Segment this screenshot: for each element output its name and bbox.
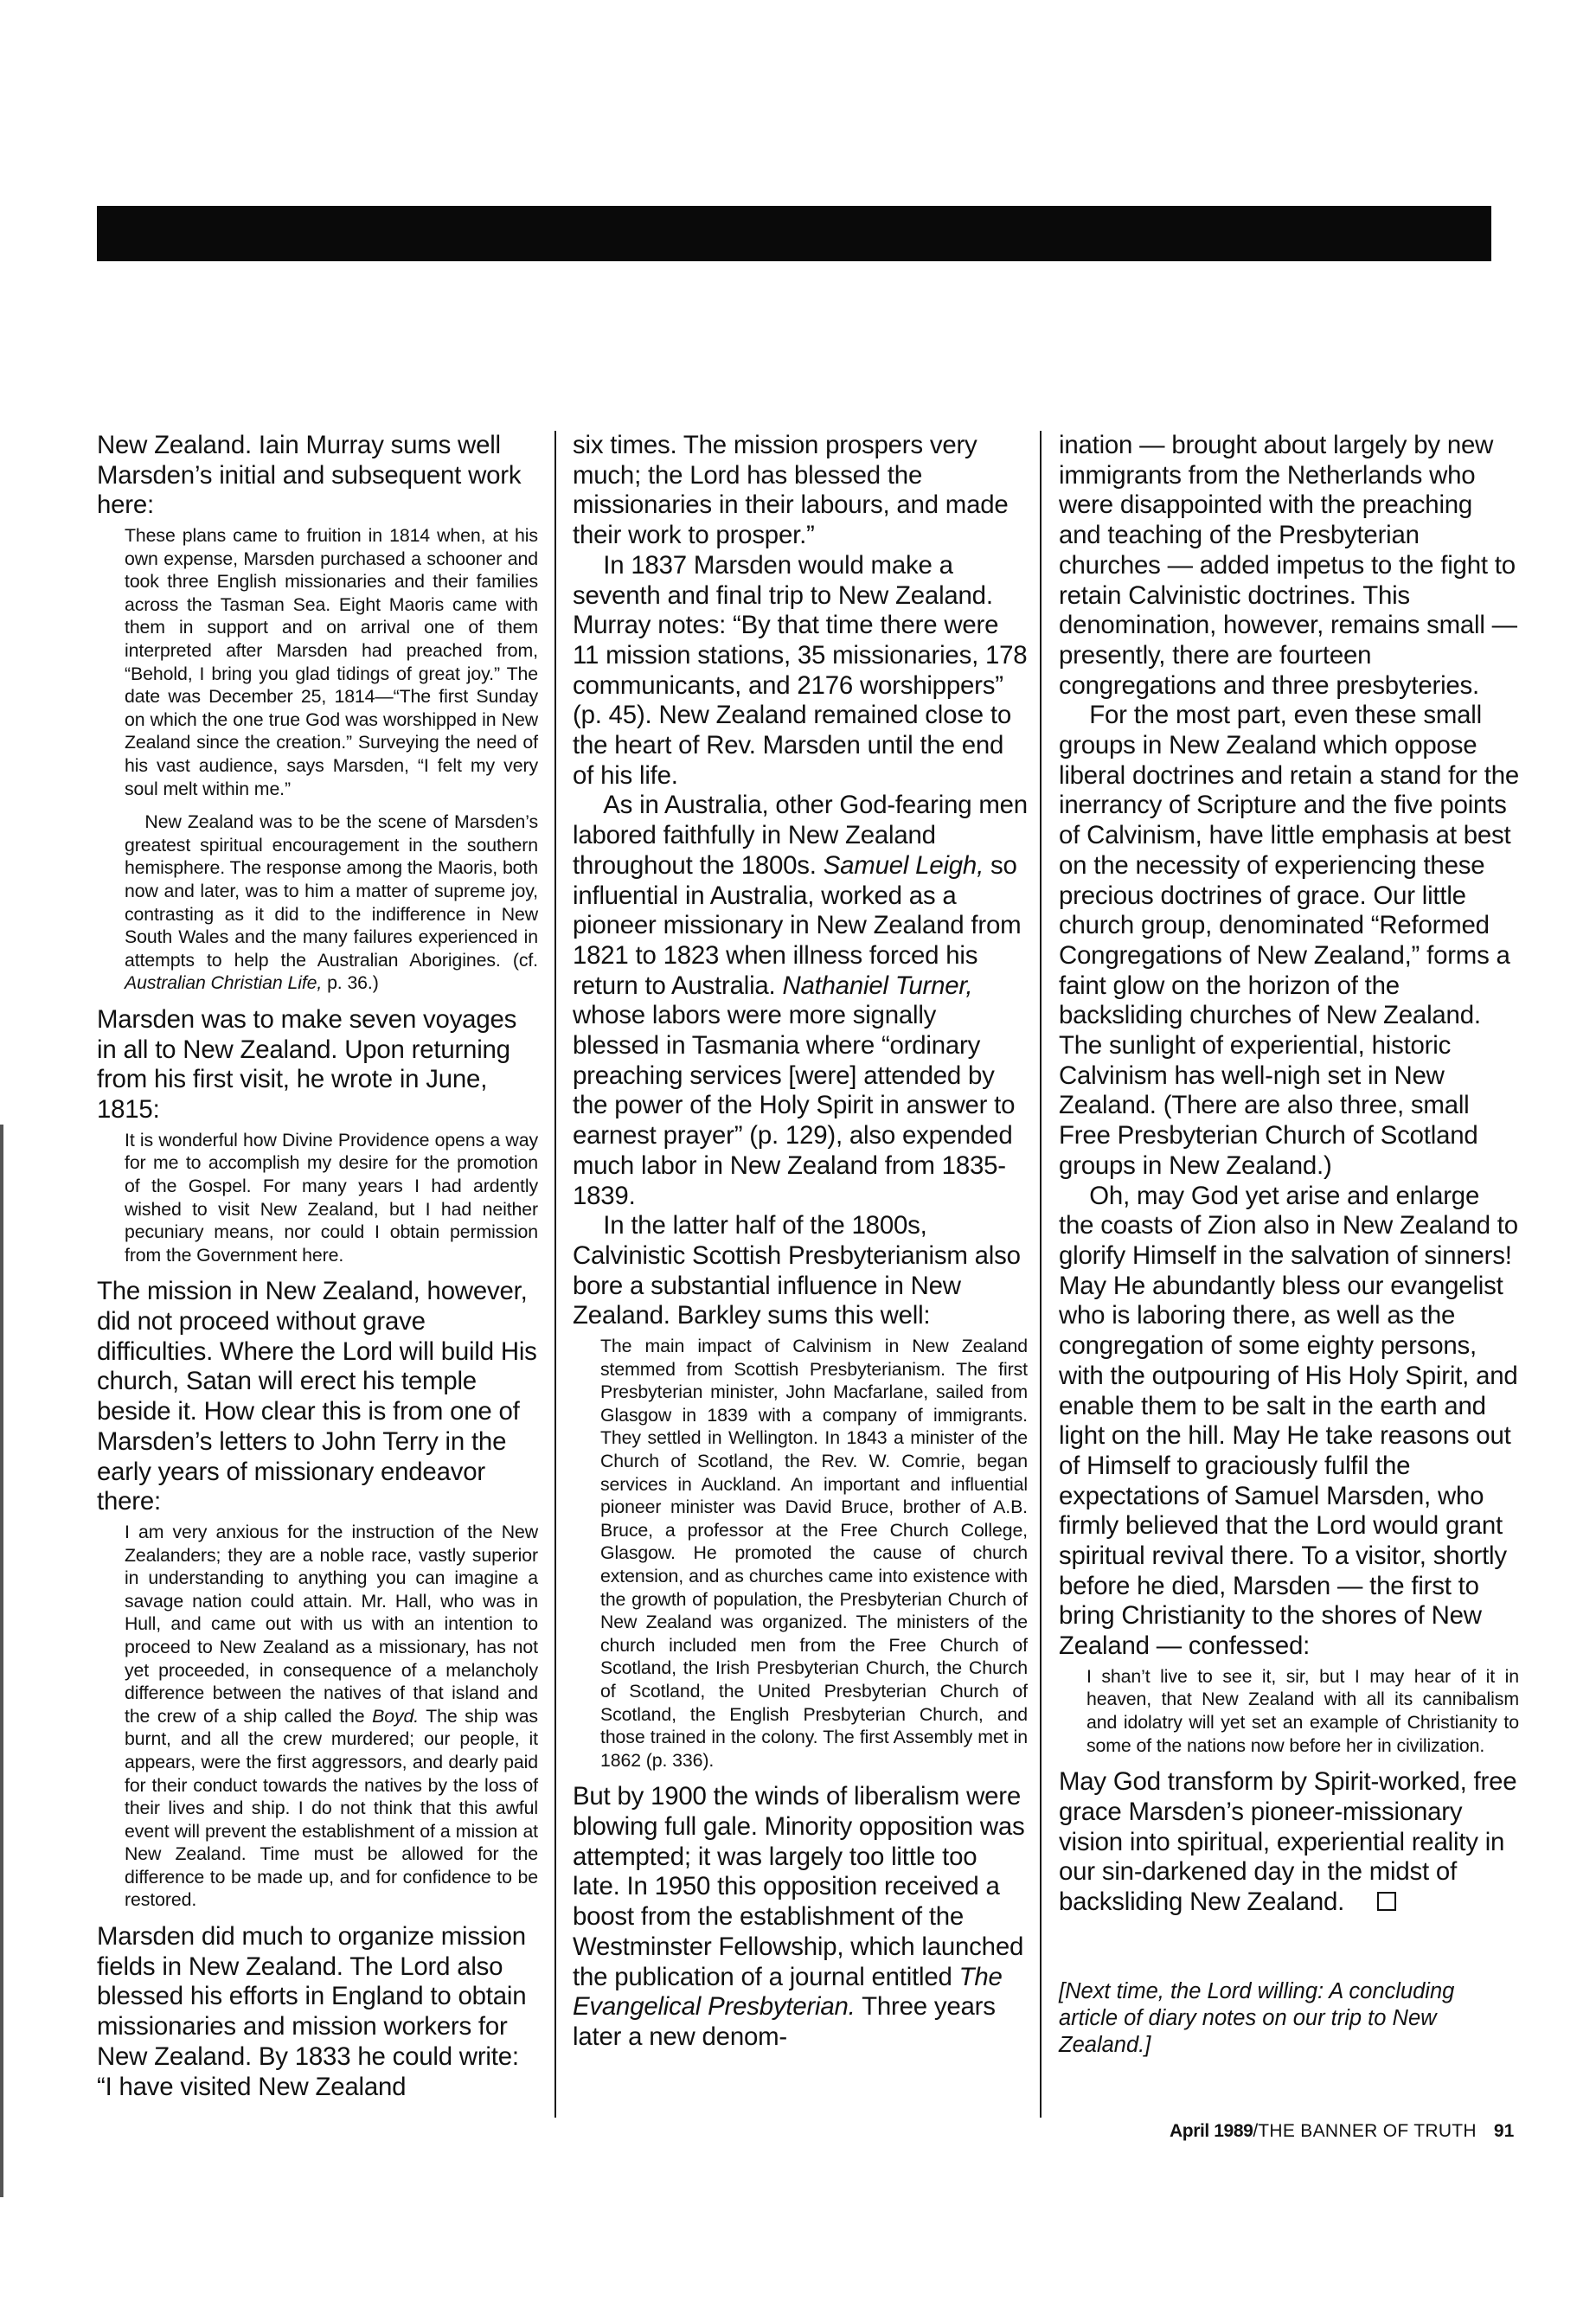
column-2	[573, 431, 1028, 2053]
paragraph: Marsden did much to organize mission fields in New Zealand. The Lord also blessed his efforts in England to obtain missionaries and mission workers for New Zealand. By 1833 he could write: “I have visited New Zealand	[97, 1922, 527, 2101]
column-divider	[1040, 431, 1042, 2118]
page-number: 91	[1493, 2121, 1515, 2141]
paragraph: But by 1900 the winds of liberalism were blowing full gale. Minority opposition was attempted; it was largely too little too late. In 1950 this opposition received a boost from the establishment of the Westminster Fellowship, which launched the publication of a journal entitled The Evangelical Presbyterian. Three years later a new denom-	[573, 1782, 1025, 2051]
block-quote: The main impact of Calvinism in New Zealand stemmed from Scottish Presbyterianism. The first Presbyterian minister, John Macfarlane, sailed from Glasgow in 1839 with a company of immigrants. They settled in Wellington. In 1843 a minister of the Church of Scotland, the Rev. W. Comrie, began services in Auckland. An important and influential pioneer minister was David Bruce, brother of A.B. Bruce, a professor at the Free Church College, Glasgow. He promoted the cause of church extension, and as churches came into existence with the growth of population, the Presbyterian Church of New Zealand was organized. The ministers of the church included men from the Free Church of Scotland, the Irish Presbyterian Church, the Church of Scotland, the United Presbyterian Church of Scotland, the English Presbyterian Church, and those trained in the colony. The first Assembly met in 1862 (p. 336).	[600, 1336, 1028, 1771]
footer-separator: /	[1253, 2121, 1259, 2141]
paragraph: New Zealand. Iain Murray sums well Marsden’s initial and subsequent work here:	[97, 431, 522, 520]
paragraph: May God transform by Spirit-worked, free grace Marsden’s pioneer-missionary vision into spiritual, experiential reality in our sin-darkened day in the midst of backsliding New Zealand.	[1059, 1767, 1517, 1917]
block-quote: I shan’t live to see it, sir, but I may hear of it in heaven, that New Zealand with all its cannibalism and idolatry will yet set an example of Christianity to some of the nations now before her in civilization.	[1086, 1665, 1519, 1756]
end-of-article-square-icon	[1377, 1892, 1396, 1911]
paragraph: ination — brought about largely by new immigrants from the Netherlands who were disappointed with the preaching and teaching of the Presbyterian churches — added impetus to the fight to retain Calvinistic doctrines. This denomination, however, remains small — presently, there are fourteen congregations and three presbyteries.	[1059, 431, 1517, 700]
scan-edge-rule	[0, 1125, 3, 2197]
column-divider	[554, 431, 556, 2118]
paragraph: Marsden was to make seven voyages in all to New Zealand. Upon returning from his first visit, he wrote in June, 1815:	[97, 1004, 517, 1125]
paragraph: The mission in New Zealand, however, did not proceed without grave difficulties. Where the Lord will build His church, Satan will erect his temple beside it. How clear this is from one of Marsden’s letters to John Terry in the early years of missionary endeavor there:	[97, 1277, 537, 1516]
column-3	[1059, 431, 1519, 2059]
block-quote: These plans came to fruition in 1814 when, at his own expense, Marsden purchased a schooner and took three English missionaries and their families across the Tasman Sea. Eight Maoris came with them in support and on arrival one of them interpreted after Marsden had preached from, “Behold, I bring you glad tidings of great joy.” The date was December 25, 1814—“The first Sunday on which the one true God was worshipped in New Zealand since the creation.” Surveying the need of his vast audience, says Marsden, “I felt my very soul melt within me.”	[125, 525, 538, 799]
page-footer	[1170, 2121, 1514, 2142]
paragraph: In 1837 Marsden would make a seventh and final trip to New Zealand. Murray notes: “By that time there were 11 mission stations, 35 missionaries, 178 communicants, and 2176 worshippers” (p. 45). New Zealand remained close to the heart of Rev. Marsden until the end of his life.	[573, 550, 1028, 790]
block-quote: New Zealand was to be the scene of Marsden’s greatest spiritual encouragement in the southern hemisphere. The response among the Maoris, both now and later, was to him a matter of supreme joy, contrasting as it did to the indifference in New South Wales and the many failures experienced in attempts to help the Australian Aborigines. (cf. Australian Christian Life, p. 36.)	[125, 811, 538, 994]
header-band	[97, 206, 1491, 261]
footer-publication: THE BANNER OF TRUTH	[1258, 2121, 1477, 2141]
paragraph: As in Australia, other God-fearing men labored faithfully in New Zealand throughout the 1800s. Samuel Leigh, so influential in Australia, worked as a pioneer missionary in New Zealand from 1821 to 1823 when illness forced his return to Australia. Nathaniel Turner, whose labors were more signally blessed in Tasmania where “ordinary preaching services [were] attended by the power of the Holy Spirit in answer to earnest prayer” (p. 129), also expended much labor in New Zealand from 1835-1839.	[573, 791, 1028, 1210]
paragraph: For the most part, even these small groups in New Zealand which oppose liberal doctrines and retain a stand for the inerrancy of Scripture and the five points of Calvinism, have little emphasis at best on the necessity of experiencing these precious doctrines of grace. Our little church group, denominated “Reformed Congregations of New Zealand,” forms a faint glow on the horizon of the backsliding churches of New Zealand. The sunlight of experiential, historic Calvinism has well-nigh set in New Zealand. (There are also three, small Free Presbyterian Church of Scotland groups in New Zealand.)	[1059, 701, 1519, 1180]
block-quote: I am very anxious for the instruction of the New Zealanders; they are a noble race, vastly superior in understanding to anything you can imagine a savage nation could attain. Mr. Hall, who was in Hull, and came out with us with an intention to proceed to New Zealand as a missionary, has not yet proceeded, in consequence of a melancholy difference between the natives of that island and the crew of a ship called the Boyd. The ship was burnt, and all the crew murdered; our people, it appears, were the first aggressors, and dearly paid for their conduct towards the natives by the loss of their lives and ship. I do not think that this awful event will prevent the establishment of a mission at New Zealand. Time must be allowed for the difference to be made up, and for confidence to be restored.	[125, 1521, 538, 1911]
paragraph: Oh, may God yet arise and enlarge the coasts of Zion also in New Zealand to glorify Himself in the salvation of sinners! May He abundantly bless our evangelist who is laboring there, as well as the congregation of some eighty persons, with the outpouring of His Holy Spirit, and enable them to be salt in the earth and light on the hill. May He take reasons out of Himself to graciously fulfil the expectations of Samuel Marsden, who firmly believed that the Lord would grant spiritual revival there. To a visitor, shortly before he died, Marsden — the first to bring Christianity to the shores of New Zealand — confessed:	[1059, 1181, 1518, 1661]
footer-date: April 1989	[1170, 2121, 1253, 2141]
paragraph: six times. The mission prospers very much; the Lord has blessed the missionaries in their labours, and made their work to prosper.”	[573, 431, 1009, 550]
block-quote: It is wonderful how Divine Providence opens a way for me to accomplish my desire for the promotion of the Gospel. For many years I had ardently wished to visit New Zealand, but I had neither pecuniary means, nor could I obtain permission from the Government here.	[125, 1129, 538, 1266]
next-article-note: [Next time, the Lord willing: A concluding article of diary notes on our trip to New Zealand.]	[1059, 1978, 1455, 2057]
paragraph: In the latter half of the 1800s, Calvinistic Scottish Presbyterianism also bore a substantial influence in New Zealand. Barkley sums this well:	[573, 1211, 1021, 1330]
column-1	[97, 431, 538, 2102]
